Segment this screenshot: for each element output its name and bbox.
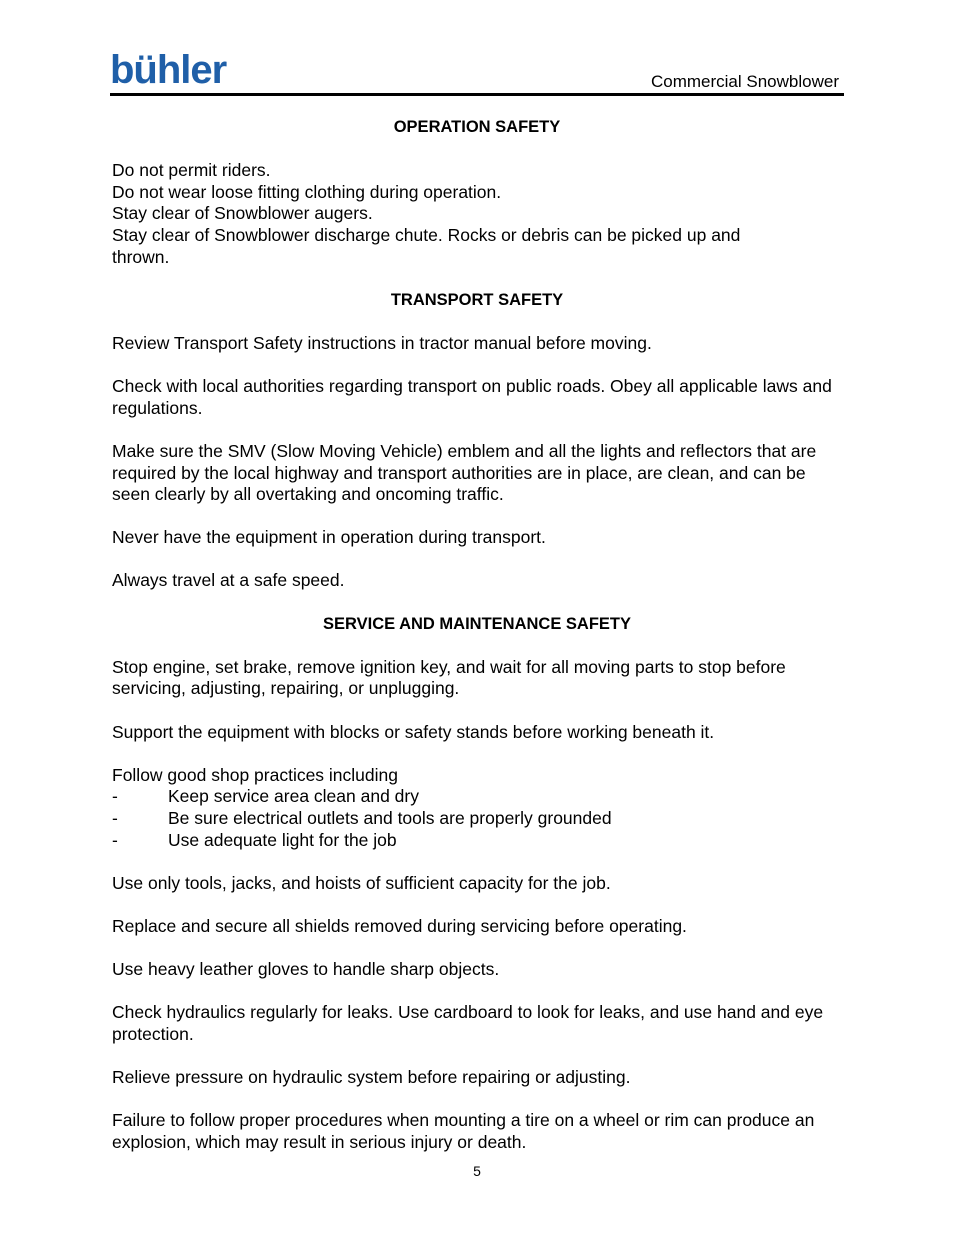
transport-paragraph: Check with local authorities regarding transport on public roads. Obey all applicable laws and regulations. [112,376,832,418]
service-paragraph: Check hydraulics regularly for leaks. Use cardboard to look for leaks, and use hand and eye protection. [112,1002,824,1044]
operation-line: thrown. [112,246,170,267]
buhler-logo: bühler [110,48,227,92]
list-item [112,830,842,852]
transport-paragraph: Review Transport Safety instructions in tractor manual before moving. [112,332,652,353]
bullet-text: Be sure electrical outlets and tools are properly grounded [168,808,612,828]
service-paragraph: Support the equipment with blocks or safety stands before working beneath it. [112,721,715,742]
transport-paragraph: Never have the equipment in operation during transport. [112,527,546,548]
service-paragraph: Use only tools, jacks, and hoists of sufficient capacity for the job. [112,872,611,893]
service-paragraph: Relieve pressure on hydraulic system before repairing or adjusting. [112,1067,631,1088]
service-paragraph: Use heavy leather gloves to handle sharp objects. [112,959,500,980]
transport-paragraph: Always travel at a safe speed. [112,570,345,591]
operation-line: Stay clear of Snowblower augers. [112,203,373,224]
shop-practices-block [112,765,842,851]
document-title: Commercial Snowblower [650,72,839,91]
transport-paragraph: Make sure the SMV (Slow Moving Vehicle) emblem and all the lights and reflectors that are required by the local highway and transport authorities are in place, are clean, and can be seen clearly by all overtaking and oncoming traffic. [112,440,817,505]
operation-safety-heading: OPERATION SAFETY [393,118,561,136]
bullet-dash: - [112,786,118,807]
transport-safety-heading: TRANSPORT SAFETY [390,290,564,309]
bullet-text: Keep service area clean and dry [168,786,419,807]
bullet-text: Use adequate light for the job [168,829,397,850]
bullet-dash: - [112,829,118,850]
service-paragraph: Failure to follow proper procedures when mounting a tire on a wheel or rim can produce an explosion, which may result in serious injury or death. [112,1110,815,1152]
operation-line: Stay clear of Snowblower discharge chute. Rocks or debris can be picked up and [112,224,741,245]
operation-safety-list [112,160,842,268]
service-paragraph: Replace and secure all shields removed during servicing before operating. [112,915,687,936]
header-divider [110,93,844,96]
service-paragraph: Stop engine, set brake, remove ignition key, and wait for all moving parts to stop before servicing, adjusting, repairing, or unplugging. [112,656,786,699]
list-item [112,786,842,808]
bullet-dash: - [112,808,118,828]
shop-practices-intro: Follow good shop practices including [112,764,398,785]
page-content [112,117,842,1175]
list-item [112,808,842,830]
operation-line: Do not wear loose fitting clothing during operation. [112,181,502,202]
service-maintenance-heading: SERVICE AND MAINTENANCE SAFETY [322,614,632,633]
page-number: 5 [473,1163,481,1179]
operation-line: Do not permit riders. [112,160,271,181]
